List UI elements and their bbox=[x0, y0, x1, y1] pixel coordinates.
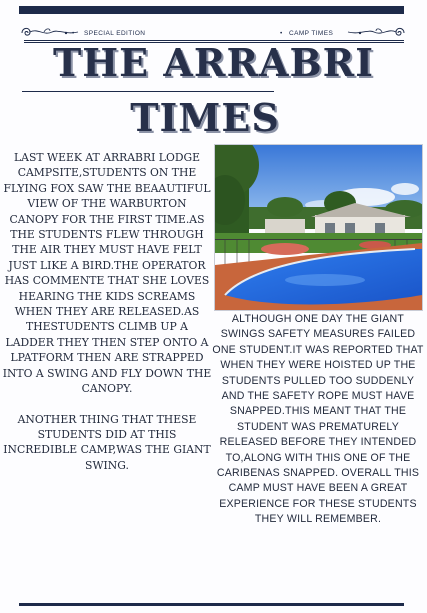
article-paragraph-2: ANOTHER THING THAT THESE STUDENTS DID AT THIS INCREDIBLE CAMP,WAS THE GIANT SWING. bbox=[3, 412, 211, 472]
article-right-column: ALTHOUGH ONE DAY THE GIANT SWINGS SAFETY MEASURES FAILED ONE STUDENT.IT WAS REPORTED THAT WHEN THEY WERE HOISTED UP THE STUDENTS PULLED TOO SUDDENLY AND THE SAFETY ROPE MUST HAVE SNAPPED.THIS MEANT THAT THE STUDENT WAS PREMATURELY RELEASED BEFORE THEY INTENDED TO,ALONG WITH THIS ONE OF THE CARIBENAS SNAPPED. OVERALL THIS CAMP MUST HAVE BEEN A GREAT EXPERIENCE FOR THESE STUDENTS THEY WILL REMEMBER. bbox=[212, 313, 424, 526]
top-border-bar bbox=[19, 6, 404, 14]
bullet-right: • bbox=[280, 30, 283, 37]
flourish-right-icon bbox=[344, 24, 406, 40]
masthead-title-line1: THE ARRABRI bbox=[53, 40, 374, 85]
pool-photo-illustration bbox=[215, 145, 422, 310]
kicker-right: CAMP TIMES bbox=[289, 30, 334, 37]
campsite-pool-photo bbox=[214, 144, 423, 311]
article-paragraph-1: LAST WEEK AT ARRABRI LODGE CAMPSITE,STUDENTS ON THE FLYING FOX SAW THE BEAAUTIFUL VIEW OF THE WARBURTON CANOPY FOR THE FIRST TIME.AS THE STUDENTS FLEW THROUGH THE AIR THEY MUST HAVE FELT JUST LIKE A BIRD.THE OPERATOR HAS COMMENTE THAT SHE LOVES HEARING THE KIDS SCREAMS WHEN THEY ARE RELEASED.AS THESTUDENTS CLIMB UP A LADDER THEY THEN STEP ONTO A LPATFORM THEN ARE STRAPPED INTO A SWING AND FLY DOWN THE CANOPY. bbox=[2, 151, 212, 396]
masthead-rule-middle bbox=[22, 91, 274, 92]
masthead-title-line2: TIMES bbox=[130, 95, 280, 140]
article-left-column bbox=[2, 150, 212, 488]
bullet-left: • bbox=[72, 30, 75, 37]
bottom-border-bar bbox=[19, 603, 404, 606]
kicker-left: SPECIAL EDITION bbox=[84, 30, 146, 37]
